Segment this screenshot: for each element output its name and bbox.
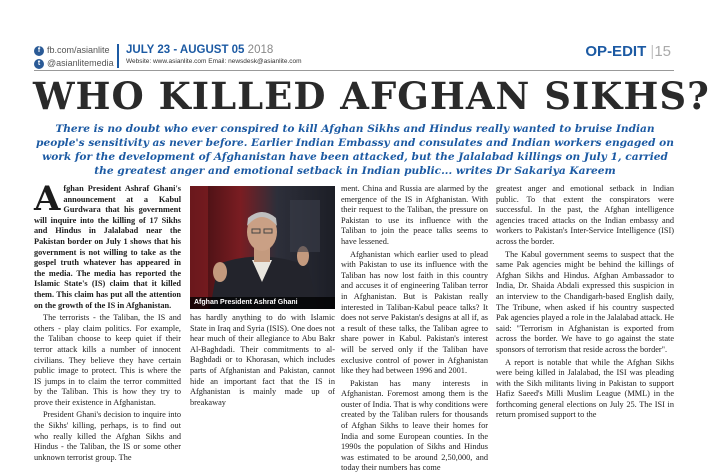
facebook-icon: f <box>34 46 44 56</box>
article-column-4 <box>496 184 674 420</box>
article-photo <box>190 186 335 309</box>
facebook-link[interactable]: f fb.com/asianlite <box>34 44 110 56</box>
issue-date: JULY 23 - AUGUST 05 2018 <box>126 44 274 56</box>
masthead <box>0 0 681 68</box>
twitter-icon: t <box>34 59 44 69</box>
section-separator: | <box>650 43 655 60</box>
section-name: OP-EDIT <box>585 43 647 60</box>
section-label <box>585 43 671 60</box>
body-paragraph: President Ghani's decision to inquire into the Sikhs' killing, perhaps, is to find out who really killed the Afghan Sikhs and Hindus - the Taliban, the IS or some other unknown terrorist group. The <box>34 410 181 462</box>
page-number: 15 <box>654 43 671 60</box>
website-line: Website: www.asianlite.com Email: newsdesk@asianlite.com <box>126 58 302 65</box>
standfirst: There is no doubt who ever conspired to kill Afghan Sikhs and Hindus really wanted to bruise Indian people's sensitivity as never before. Earlier Indian Embassy and consulates and Indian workers engaged on work for the development of Afghanistan have been attacked, but the Jalalabad killings on July 1, carried the greatest anger and emotional setback in Indian public... writes Dr Sakariya Kareem <box>36 123 674 177</box>
headline: WHO KILLED AFGHAN SIKHS? <box>33 74 710 118</box>
header-rule <box>34 70 674 71</box>
body-paragraph: has hardly anything to do with Islamic State in Iraq and Syria (ISIS). One does not hear much of their allegiance to Abu Bakr Al-Baghdadi. Their commitments to al-Baghdadi or to Khorasan, which includes parts of Afghanistan and Pakistan, cannot hide an important fact that the IS in Afghanistan is mainly made up of breakaway <box>190 313 335 407</box>
article-column-2 <box>190 313 335 407</box>
body-paragraph: greatest anger and emotional setback in Indian public. To that extent the conspirators were successful. In the past, the Afghan intelligence agencies traced attacks on the Indian embassy and workers to Pakistan's Inter-Service Intelligence (ISI) across the border. <box>496 184 674 246</box>
body-paragraph: Afghanistan which earlier used to plead with Pakistan to use its influence with the Taliban has now lost faith in this country and accuses it of engineering Taliban terror in Afghanistan. But is Pakistan really interested in Taliban-Kabul peace talks? It does not serve Pakistan's designs at all if, as a result of these talks, the Taliban agree to share power in Kabul. Pakistan's interest will be served only if the Taliban have exclusive control of power in Afghanistan like they had between 1996 and 2001. <box>341 249 488 376</box>
body-paragraph: A report is notable that while the Afghan Sikhs were being killed in Jalalabad, the ISI was pleading with the Sikh militants living in Pakistan to support Hafiz Saeed's Milli Muslim League (MML) in the forthcoming general elections on July 25. The ISI in return promised support to the <box>496 357 674 420</box>
issue-year: 2018 <box>247 44 274 56</box>
body-paragraph: The Kabul government seems to suspect that the same Pak agencies might be behind the killings of Afghan Sikhs and Hindus. Afghan Ambassador to India, Dr. Shaida Abdali expressed this suspicion in an interview to the Chandigarh-based English daily, The Tribune, when asked if his country suspected Pak agencies played a role in the Jalalabad attack. He said: "Terrorism in Afghanistan is exported from across the border. We have to go against the state sponsors of terrorism that reside across the border". <box>496 249 674 354</box>
drop-cap: A <box>34 179 61 219</box>
twitter-link[interactable]: t @asianlitemedia <box>34 57 114 69</box>
body-paragraph: The terrorists - the Taliban, the IS and others - play claim politics. For example, the Taliban choose to keep quiet if their terror attack kills a number of innocent civilians. They believe they have certain public image to protect. This is where the IS jumps in to claim the terror committed by the Taliban. This is how they try to prove their existence in Afghanistan. <box>34 313 181 407</box>
photo-caption: Afghan President Ashraf Ghani <box>190 297 335 309</box>
article-column-1 <box>34 179 181 462</box>
header-divider <box>117 44 119 68</box>
article-column-3 <box>341 184 488 473</box>
lead-paragraph: Afghan President Ashraf Ghani's announcement at a Kabul Gurdwara that his government will inquire into the killing of 17 Sikhs and Hindus in Jalalabad near the Pakistan border on July 1 shows that his government is not willing to take as the gospel truth whatever has appeared in the media. The media has reported the Islamic State's (IS) claim that it killed them. This claim has put all the attention on the growth of the IS in Afghanistan. <box>34 179 181 310</box>
body-paragraph: ment. China and Russia are alarmed by the emergence of the IS in Afghanistan. With their request to the Taliban, the pressure on Pakistan to use its influence with the Taliban to join the peace talks seems to have lessened. <box>341 184 488 246</box>
body-paragraph: Pakistan has many interests in Afghanistan. Foremost among them is the ouster of India. That is why conditions were created by the Taliban rulers for thousands of Afghan Sikhs to leave their homes for India and some European counties. In the 1990s the population of Sikhs and Hindus was estimated to be around 2,50,000, and today their numbers has come <box>341 378 488 473</box>
photo-illustration <box>190 186 335 309</box>
